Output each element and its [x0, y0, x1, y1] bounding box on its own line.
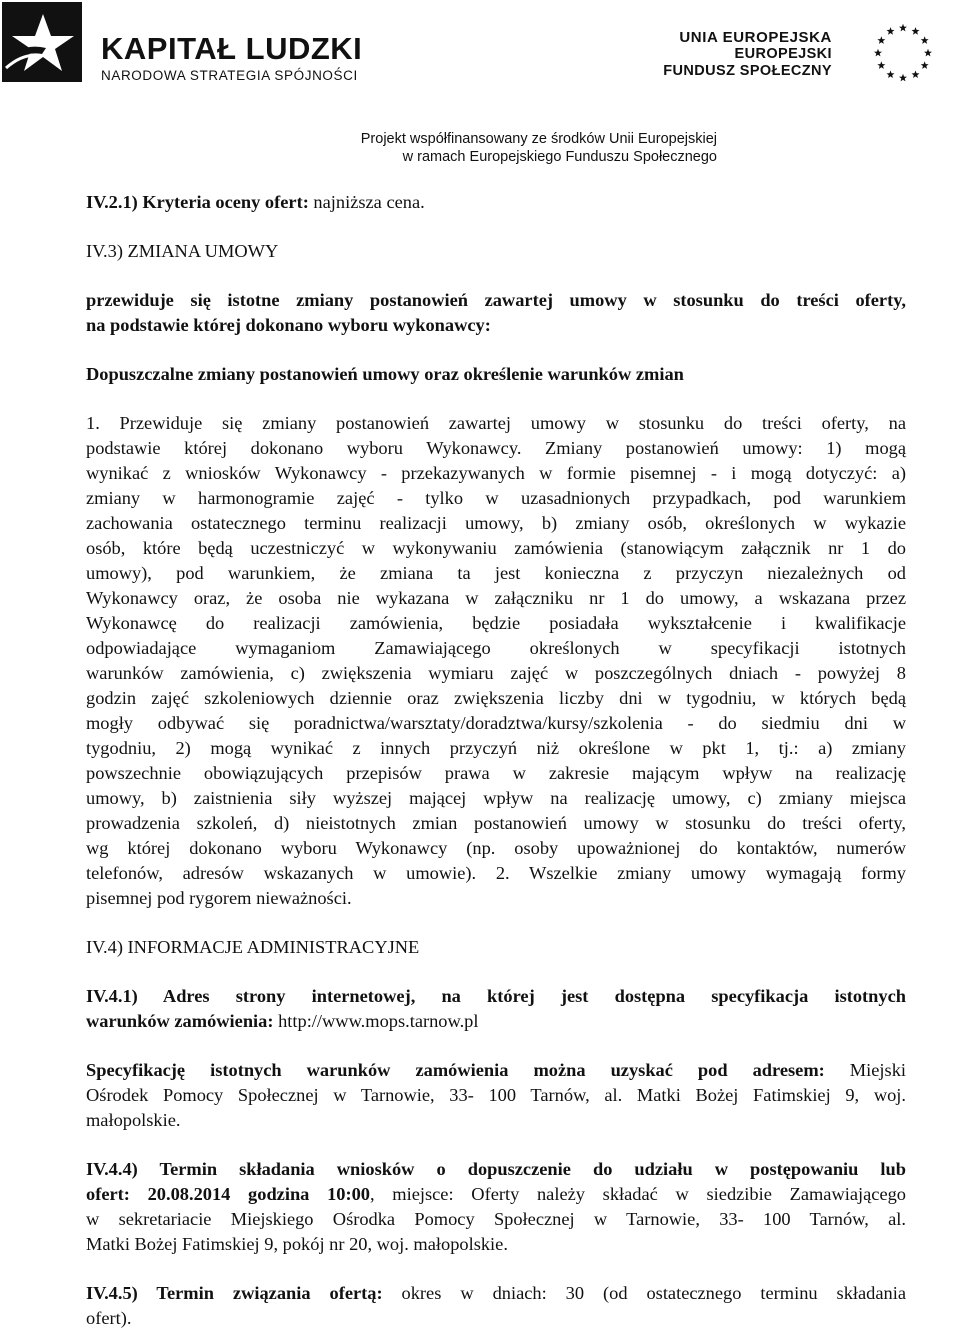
eu-line-2: EUROPEJSKI — [734, 46, 832, 62]
eu-line-1: UNIA EUROPEJSKA — [679, 29, 832, 46]
eu-star-icon — [921, 36, 929, 44]
specyfikacja-value: Miejski — [824, 1060, 906, 1080]
zmiana-body-line: Wykonawcy oraz, że osoba nie wykazana w załączniku nr 1 do umowy, a wskazana przez — [86, 588, 906, 608]
adres-line-1: IV.4.1) Adres strony internetowej, na której jest dostępna specyfikacja istotnych — [86, 986, 906, 1006]
eu-star-icon — [899, 24, 907, 32]
dopuszczalne-zmiany-heading: Dopuszczalne zmiany postanowień umowy oraz określenie warunków zmian — [86, 364, 684, 384]
zmiana-body-line: warunków zamówienia, c) zwiększenia wymiaru zajęć w poszczególnych dniach - powyżej 8 — [86, 663, 906, 683]
specyfikacja-line-3: małopolskie. — [86, 1110, 181, 1130]
zmiana-body-line: zmiany w harmonogramie zajęć - tylko w uzasadnionych przypadkach, pod warunkiem — [86, 488, 906, 508]
cofinance-line-1: Projekt współfinansowany ze środków Unii Europejskiej — [360, 131, 717, 147]
eu-wordmark — [663, 29, 832, 80]
eu-star-icon — [874, 49, 882, 57]
eu-star-icon — [887, 70, 895, 78]
zmiana-umowy-heading: IV.3) ZMIANA UMOWY — [86, 241, 279, 261]
termin-zwiazania-label: IV.4.5) Termin związania ofertą: — [86, 1283, 383, 1303]
zmiana-body-line: pisemnej pod rygorem nieważności. — [86, 888, 352, 908]
termin-zwiazania-paragraph — [86, 1281, 906, 1331]
zmiana-body-line: osób, które będą uczestniczyć w wykonywaniu zamówienia (stanowiącym załącznik nr 1 do — [86, 538, 906, 558]
zmiana-body-paragraph — [86, 411, 906, 911]
zmiana-body-line: 1. Przewiduje się zmiany postanowień zawartej umowy w stosunku do treści oferty, na — [86, 413, 906, 433]
zmiana-body-line: wg której dokonano wyboru Wykonawcy (np. osoby upoważnionej do kontaktów, numerów — [86, 838, 906, 858]
specyfikacja-paragraph — [86, 1058, 906, 1133]
termin-skladania-line-4: Matki Bożej Fatimskiej 9, pokój nr 20, woj. małopolskie. — [86, 1234, 508, 1254]
kapital-ludzki-subtitle: NARODOWA STRATEGIA SPÓJNOŚCI — [101, 68, 358, 83]
termin-skladania-paragraph — [86, 1157, 906, 1257]
adres-url: http://www.mops.tarnow.pl — [273, 1011, 479, 1031]
kryteria-label: IV.2.1) Kryteria oceny ofert: — [86, 192, 309, 212]
kapital-ludzki-title: KAPITAŁ LUDZKI — [101, 31, 363, 66]
zmiana-intro-line: przewiduje się istotne zmiany postanowień zawartej umowy w stosunku do treści oferty, — [86, 290, 906, 310]
zmiana-body-line: tygodniu, 2) mogą wynikać z innych przyczyń niż określone w pkt 1, tj.: a) zmiany — [86, 738, 906, 758]
zmiana-body-line: powszechnie obowiązujących przepisów prawa w zakresie mającym wpływ na realizację — [86, 763, 906, 783]
eu-star-icon — [912, 70, 920, 78]
termin-zwiazania-value: okres w dniach: 30 (od ostatecznego terminu składania — [382, 1283, 906, 1303]
eu-star-icon — [877, 36, 885, 44]
zmiana-body-line: prowadzenia szkoleń, d) nieistotnych zmian postanowień umowy w stosunku do treści oferty, — [86, 813, 906, 833]
termin-skladania-date: ofert: 20.08.2014 godzina 10:00 — [86, 1184, 370, 1204]
zmiana-body-line: zachowania ostatecznego terminu realizacji umowy, b) zmiany osób, określonych w wykazie — [86, 513, 906, 533]
zmiana-body-line: odpowiadające wymaganiom Zamawiającego określonych w specyfikacji istotnych — [86, 638, 906, 658]
zmiana-intro — [86, 288, 906, 338]
eu-star-icon — [912, 27, 920, 35]
termin-skladania-place: , miejsce: Oferty należy składać w siedzibie Zamawiającego — [370, 1184, 906, 1204]
zmiana-intro-line: na podstawie której dokonano wyboru wykonawcy: — [86, 315, 491, 335]
informacje-administracyjne-heading: IV.4) INFORMACJE ADMINISTRACYJNE — [86, 937, 420, 957]
document-body — [86, 190, 906, 1331]
adres-strony-paragraph — [86, 984, 906, 1034]
termin-skladania-line-3: w sekretariacie Miejskiego Ośrodka Pomocy Społecznej w Tarnowie, 33- 100 Tarnów, al. — [86, 1209, 906, 1229]
zmiana-body-line: wynikać z wniosków Wykonawcy - przekazywanych w formie pisemnej - i mogą dotyczyć: a) — [86, 463, 906, 483]
kapital-ludzki-wordmark — [101, 33, 362, 83]
cofinance-line-2: w ramach Europejskiego Funduszu Społecznego — [402, 149, 717, 165]
termin-zwiazania-line-2: ofert). — [86, 1308, 132, 1328]
kryteria-line — [86, 190, 906, 215]
zmiana-body-line: godzin zajęć szkoleniowych dziennie oraz zwiększenia liczby dni w tygodniu, w których będą — [86, 688, 906, 708]
kapital-ludzki-star-logo — [2, 2, 82, 82]
zmiana-body-line: umowy, b) zaistnienia siły wyższej mającej wpływ na realizację umowy, c) zmiany miejsca — [86, 788, 906, 808]
eu-stars-flag-icon — [870, 20, 936, 86]
zmiana-body-line: telefonów, adresów wskazanych w umowie). 2. Wszelkie zmiany umowy wymagają formy — [86, 863, 906, 883]
kryteria-value: najniższa cena. — [308, 192, 425, 212]
termin-skladania-line-1: IV.4.4) Termin składania wniosków o dopuszczenie do udziału w postępowaniu lub — [86, 1159, 906, 1179]
adres-label: warunków zamówienia: — [86, 1011, 274, 1031]
eu-line-3: FUNDUSZ SPOŁECZNY — [663, 63, 832, 79]
zmiana-body-line: umowy), pod warunkiem, że zmiana ta jest konieczna z przyczyn niezależnych od — [86, 563, 906, 583]
specyfikacja-line-2: Ośrodek Pomocy Społecznej w Tarnowie, 33- 100 Tarnów, al. Matki Bożej Fatimskiej 9, woj. — [86, 1085, 906, 1105]
zmiana-body-line: Wykonawcę do realizacji zamówienia, będzie posiadała wykształcenie i kwalifikacje — [86, 613, 906, 633]
eu-star-icon — [887, 27, 895, 35]
cofinance-note — [361, 130, 717, 166]
eu-star-icon — [899, 74, 907, 82]
specyfikacja-label: Specyfikację istotnych warunków zamówienia można uzyskać pod adresem: — [86, 1060, 825, 1080]
zmiana-body-line: podstawie której dokonano wyboru Wykonawcy. Zmiany postanowień umowy: 1) mogą — [86, 438, 906, 458]
eu-star-icon — [924, 49, 932, 57]
zmiana-body-line: mogły odbywać się poradnictwa/warsztaty/doradztwa/kursy/szkolenia - do siedmiu dni w — [86, 713, 906, 733]
eu-star-icon — [877, 61, 885, 69]
eu-star-icon — [921, 61, 929, 69]
